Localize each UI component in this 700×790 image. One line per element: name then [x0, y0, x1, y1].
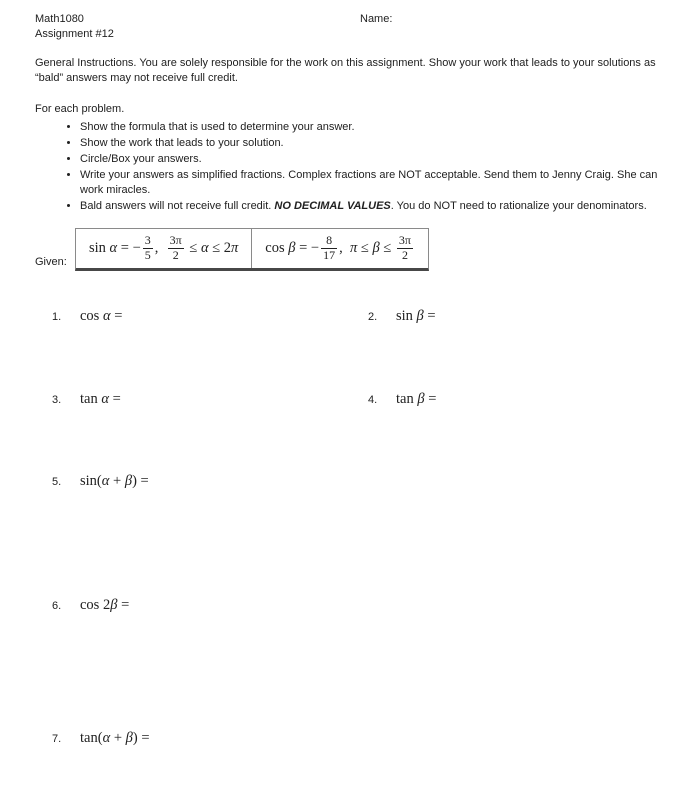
problem-5: [52, 473, 149, 490]
problem-2: [368, 308, 436, 325]
given-section: [35, 228, 429, 271]
problem-6: [52, 597, 129, 614]
problem-6-expression: cos 2β =: [80, 597, 130, 613]
name-label: Name:: [360, 13, 393, 25]
problem-4-expression: tan β =: [396, 391, 437, 407]
problem-4: [368, 391, 436, 408]
given-label: Given:: [35, 255, 67, 268]
given-box: [75, 228, 429, 271]
instruction-item: • Show the work that leads to your solution.: [80, 136, 676, 151]
problem-3-number: 3.: [52, 394, 62, 406]
problem-5-number: 5.: [52, 476, 62, 488]
problem-1-expression: cos α =: [80, 308, 123, 324]
instruction-list: [35, 120, 676, 214]
problem-3-expression: tan α =: [80, 391, 121, 407]
instruction-item: • Write your answers as simplified fractions. Complex fractions are NOT acceptable. Send them to Jenny Craig. She can work miracles.: [80, 168, 676, 198]
course-code: Math1080: [35, 13, 84, 25]
general-instructions: General Instructions. You are solely responsible for the work on this assignment. Show your work that leads to your solutions as “bald” answers may not receive full credit.: [35, 57, 656, 84]
problem-7-expression: tan(α + β) =: [80, 730, 150, 746]
problem-4-number: 4.: [368, 394, 378, 406]
problem-2-expression: sin β =: [396, 308, 436, 324]
problem-2-number: 2.: [368, 311, 378, 323]
header: [35, 12, 676, 42]
instruction-item: • Show the formula that is used to determine your answer.: [80, 120, 676, 135]
problem-6-number: 6.: [52, 600, 62, 612]
problem-7: [52, 730, 150, 747]
problem-7-number: 7.: [52, 733, 62, 745]
assignment-number: Assignment #12: [35, 28, 114, 40]
problem-1-number: 1.: [52, 311, 62, 323]
problem-1: [52, 308, 122, 325]
given-sin-alpha-condition: sin α = − $\frac{3}{5}$ , $\frac{3\pi}{2}$ ≤ α ≤ 2 π: [89, 233, 239, 262]
given-cos-beta-condition: cos β = − $\frac{8}{17}$ , π ≤ β ≤ $\frac{3\pi}{2}$: [251, 229, 428, 268]
problem-3: [52, 391, 121, 408]
problem-5-expression: sin(α + β) =: [80, 473, 149, 489]
instruction-item-bald-answers: • Bald answers will not receive full credit. NO DECIMAL VALUES. You do NOT need to rationalize your denominators.: [80, 199, 676, 214]
for-each-problem-label: For each problem.: [35, 103, 125, 115]
instruction-item: • Circle/Box your answers.: [80, 152, 676, 167]
